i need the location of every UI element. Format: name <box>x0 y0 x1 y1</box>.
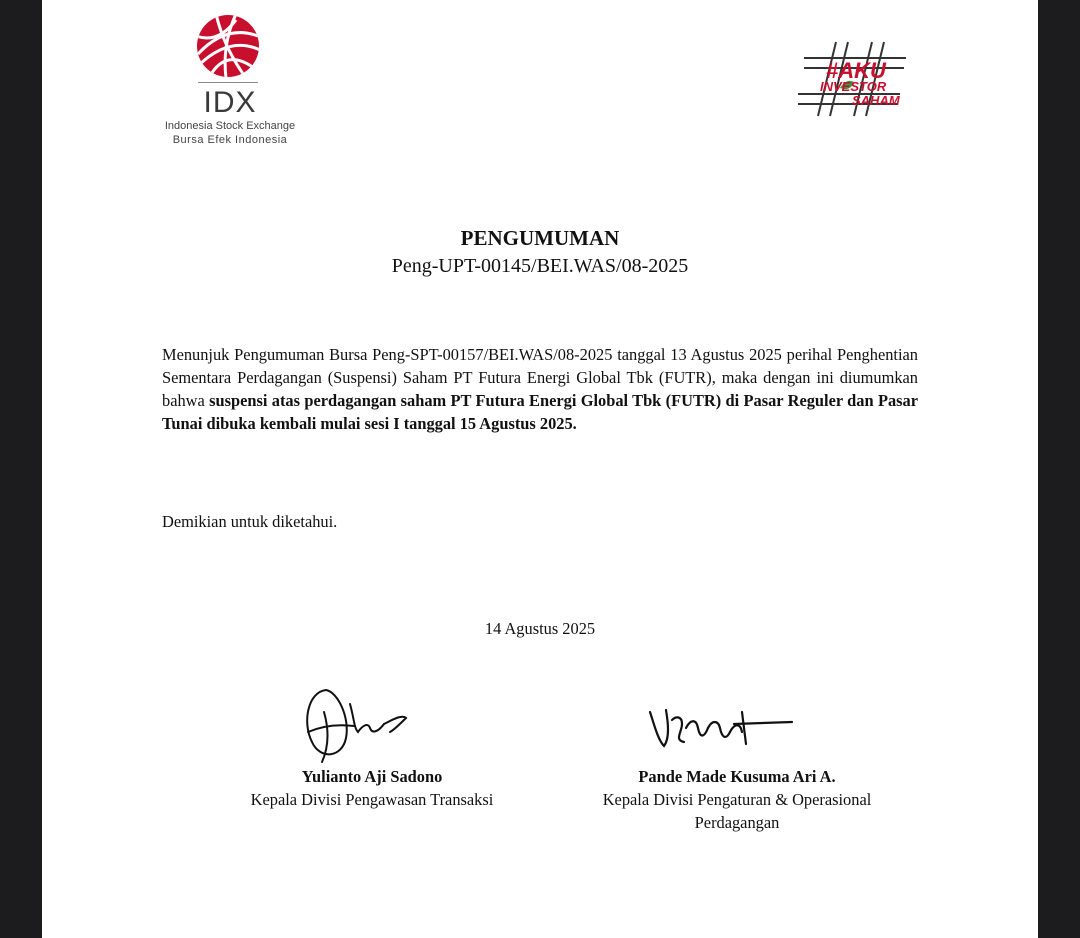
body-plain-text: Menunjuk Pengumuman Bursa Peng-SPT-00157/BEI.WAS/08-2025 tanggal 13 Agustus 2025 perihal Penghentian Sementara Perdagangan (Suspensi) Saham PT Futura Energi Global Tbk (FUTR), maka dengan ini diumumkan bahwa <box>162 345 918 410</box>
document-page <box>42 0 1038 938</box>
announcement-body <box>162 343 918 435</box>
signatory-right <box>572 765 902 834</box>
signatory-right-name: Pande Made Kusuma Ari A. <box>638 767 836 786</box>
campaign-line-2: INVESTOR <box>820 79 887 94</box>
idx-divider <box>198 82 258 83</box>
announcement-reference-number: Peng-UPT-00145/BEI.WAS/08-2025 <box>391 255 689 277</box>
signatory-left <box>202 765 542 811</box>
signatory-left-position: Kepala Divisi Pengawasan Transaksi <box>250 790 494 809</box>
signature-right-image <box>646 698 796 758</box>
idx-subtitle-indonesian: Bursa Efek Indonesia <box>172 134 288 146</box>
campaign-line-3: SAHAM <box>852 93 900 108</box>
idx-subtitle-english: Indonesia Stock Exchange <box>164 120 296 132</box>
announcement-date: 14 Agustus 2025 <box>484 619 596 638</box>
right-dark-margin <box>1038 0 1080 938</box>
campaign-line-1: #AKU <box>826 58 886 83</box>
closing-statement: Demikian untuk diketahui. <box>162 512 338 531</box>
idx-logo <box>160 14 300 149</box>
aku-investor-saham-logo <box>796 38 926 120</box>
idx-wordmark: IDX <box>203 86 257 119</box>
signature-left-image <box>298 682 418 766</box>
signatory-left-name: Yulianto Aji Sadono <box>301 767 443 786</box>
signatory-right-position: Kepala Divisi Pengaturan & Operasional Perdagangan <box>602 790 872 832</box>
announcement-title: PENGUMUMAN <box>460 226 620 250</box>
body-bold-text: suspensi atas perdagangan saham PT Futura Energi Global Tbk (FUTR) di Pasar Reguler dan Pasar Tunai dibuka kembali mulai sesi I tanggal 15 Agustus 2025. <box>162 391 919 433</box>
left-dark-margin <box>0 0 42 938</box>
idx-globe-icon <box>196 14 260 78</box>
